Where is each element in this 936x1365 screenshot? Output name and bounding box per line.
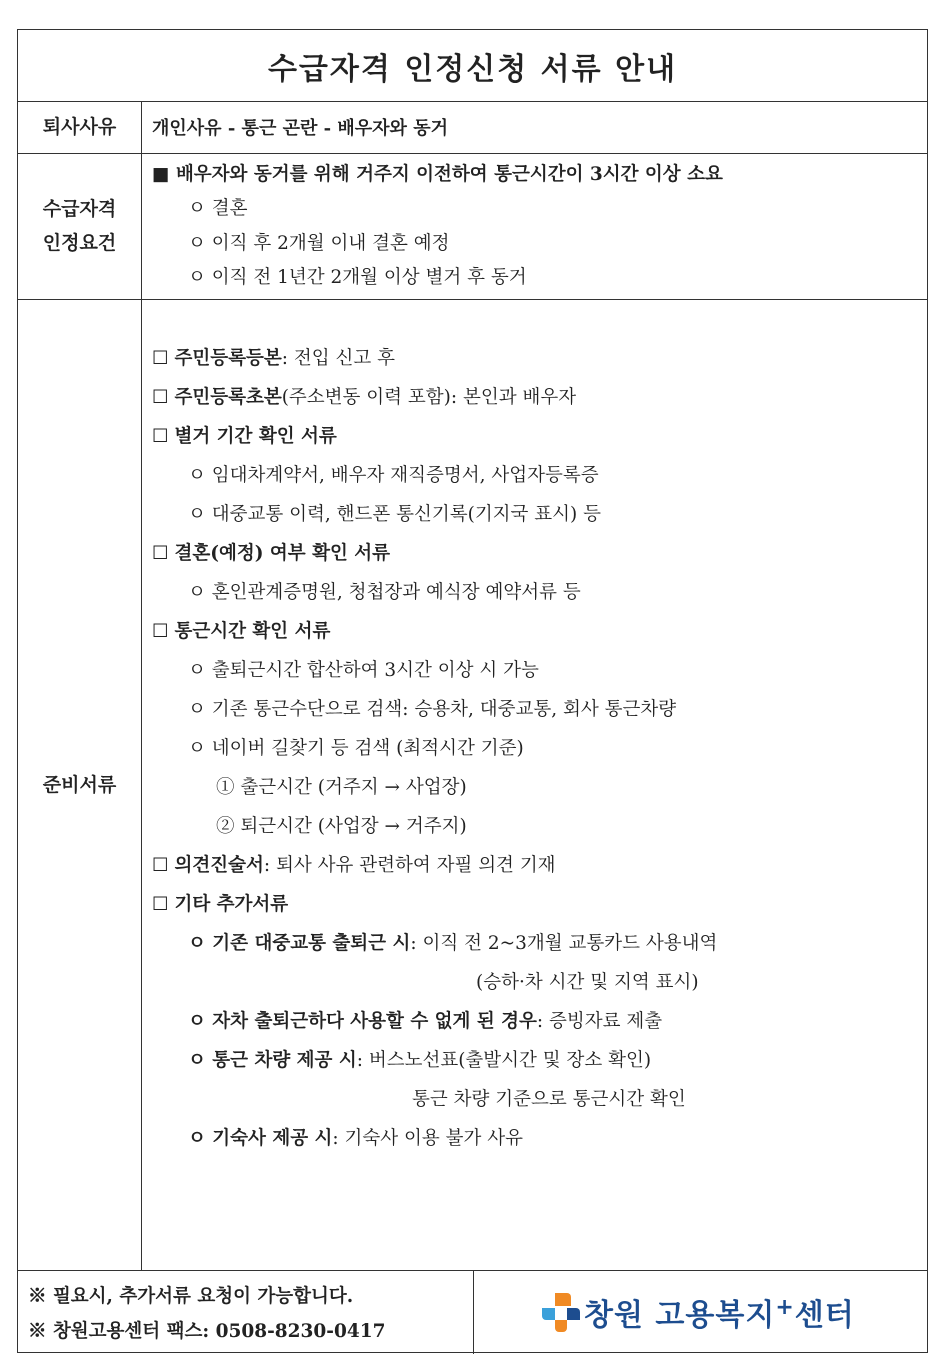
requirement-item: ㅇ 결혼 <box>188 198 248 219</box>
footer <box>18 1270 927 1354</box>
reason-value: 개인사유 - 통근 곤란 - 배우자와 동거 <box>152 118 448 139</box>
doc-marriage-heading: ☐ 결혼(예정) 여부 확인 서류 <box>152 543 391 564</box>
logo-text: 창원 고용복지+센터 <box>584 1295 855 1333</box>
footer-notes <box>18 1270 474 1354</box>
checkbox-icon: ☐ <box>152 426 169 447</box>
requirements-heading: ■ 배우자와 동거를 위해 거주지 이전하여 통근시간이 3시간 이상 소요 <box>152 164 723 185</box>
documents-label: 준비서류 <box>18 299 142 1270</box>
page-title: 수급자격 인정신청 서류 안내 <box>267 51 678 87</box>
doc-other-item: ㅇ 통근 차량 제공 시: 버스노선표(출발시간 및 장소 확인) <box>188 1050 652 1071</box>
document-page <box>17 29 928 1353</box>
doc-item: ㅇ 기존 통근수단으로 검색: 승용차, 대중교통, 회사 통근차량 <box>188 699 677 720</box>
doc-other-item: ㅇ 기존 대중교통 출퇴근 시: 이직 전 2~3개월 교통카드 사용내역 <box>188 933 718 954</box>
footer-fax-note: ※ 창원고용센터 팩스: 0508-8230-0417 <box>28 1321 386 1342</box>
checkbox-icon: ☐ <box>152 894 169 915</box>
center-logo <box>538 1284 855 1340</box>
logo-cross-icon <box>538 1289 584 1335</box>
title-row <box>18 30 927 102</box>
doc-other-item: ㅇ 기숙사 제공 시: 기숙사 이용 불가 사유 <box>188 1128 524 1149</box>
checkbox-icon: ☐ <box>152 855 169 876</box>
doc-resident-copy: ☐ 주민등록등본: 전입 신고 후 <box>152 348 395 369</box>
checkbox-icon: ☐ <box>152 621 169 642</box>
doc-item: ㅇ 임대차계약서, 배우자 재직증명서, 사업자등록증 <box>188 465 599 486</box>
requirement-item: ㅇ 이직 후 2개월 이내 결혼 예정 <box>188 233 450 254</box>
doc-other-item-cont: (승하·차 시간 및 지역 표시) <box>476 972 699 993</box>
documents-row <box>18 299 927 1271</box>
doc-opinion: ☐ 의견진술서: 퇴사 사유 관련하여 자필 의견 기재 <box>152 855 556 876</box>
doc-subitem: ② 퇴근시간 (사업장 → 거주지) <box>216 816 467 837</box>
checkbox-icon: ☐ <box>152 387 169 408</box>
requirement-item: ㅇ 이직 전 1년간 2개월 이상 별거 후 동거 <box>188 267 527 288</box>
footer-note: ※ 필요시, 추가서류 요청이 가능합니다. <box>28 1286 354 1307</box>
doc-commute-heading: ☐ 통근시간 확인 서류 <box>152 621 331 642</box>
doc-other-item-cont: 통근 차량 기준으로 통근시간 확인 <box>412 1089 686 1110</box>
reason-label: 퇴사사유 <box>18 101 142 153</box>
doc-other-heading: ☐ 기타 추가서류 <box>152 894 289 915</box>
reason-row <box>18 101 927 154</box>
documents-content <box>142 299 927 1270</box>
doc-item: ㅇ 혼인관계증명원, 청첩장과 예식장 예약서류 등 <box>188 582 581 603</box>
doc-other-item: ㅇ 자차 출퇴근하다 사용할 수 없게 된 경우: 증빙자료 제출 <box>188 1011 663 1032</box>
requirements-label: 수급자격 인정요건 <box>18 153 142 299</box>
doc-resident-abstract: ☐ 주민등록초본(주소변동 이력 포함): 본인과 배우자 <box>152 387 577 408</box>
doc-item: ㅇ 출퇴근시간 합산하여 3시간 이상 시 가능 <box>188 660 539 681</box>
checkbox-icon: ☐ <box>152 348 169 369</box>
doc-item: ㅇ 대중교통 이력, 핸드폰 통신기록(기지국 표시) 등 <box>188 504 602 525</box>
checkbox-icon: ☐ <box>152 543 169 564</box>
doc-separation-heading: ☐ 별거 기간 확인 서류 <box>152 426 337 447</box>
doc-item: ㅇ 네이버 길찾기 등 검색 (최적시간 기준) <box>188 738 524 759</box>
requirements-row <box>18 153 927 300</box>
requirements-content <box>142 153 927 299</box>
doc-subitem: ① 출근시간 (거주지 → 사업장) <box>216 777 467 798</box>
